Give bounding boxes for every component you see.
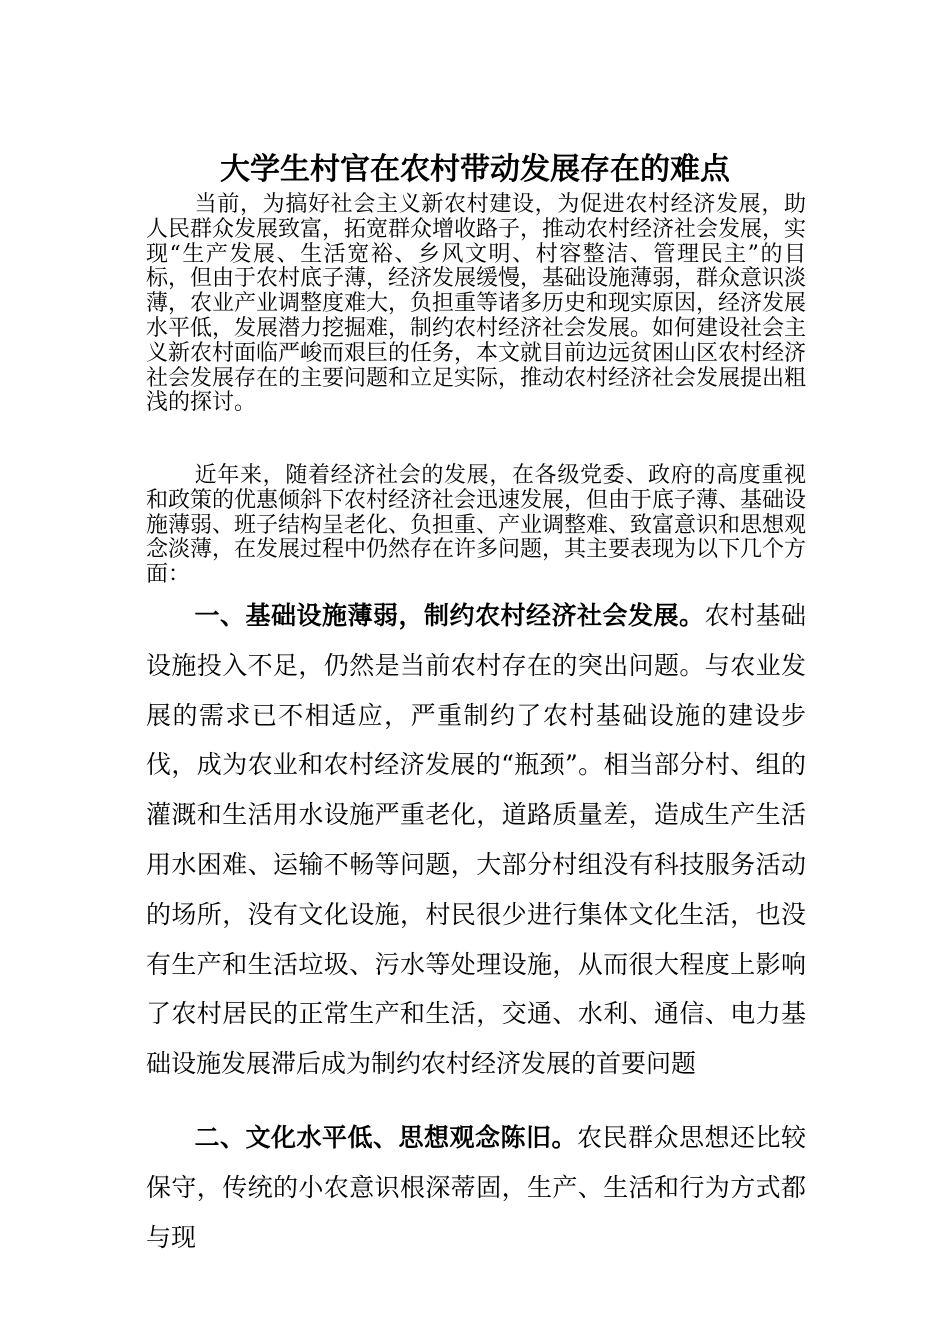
section-heading-2: 二、文化水平低、思想观念陈旧。: [194, 1123, 577, 1152]
paragraph-text: 当前，为搞好社会主义新农村建设，为促进农村经济发展，助人民群众发展致富，拓宽群众增收路子，推动农村经济社会发展，实现“生产发展、生活宽裕、乡风文明、村容整洁、管理民主”的目标，但由于农村底子薄，经济发展缓慢，基础设施薄弱，群众意识淡薄，农业产业调整度难大，负担重等诸多历史和现实原因，经济发展水平低，发展潜力挖掘难，制约农村经济社会发展。如何建设社会主义新农村面临严峻而艰巨的任务，本文就目前边远贫困山区农村经济社会发展存在的主要问题和立足实际，推动农村经济社会发展提出粗浅的探讨。: [146, 192, 807, 416]
section-heading-1: 一、基础设施薄弱，制约农村经济社会发展。: [194, 601, 705, 630]
paragraph-text: 近年来，随着经济社会的发展，在各级党委、政府的高度重视和政策的优惠倾斜下农村经济社会迅速发展，但由于底子薄、基础设施薄弱、班子结构呈老化、负担重、产业调整难、致富意识和思想观念淡薄，在发展过程中仍然存在许多问题，其主要表现为以下几个方面：: [146, 463, 807, 588]
intro-paragraph-2: [146, 464, 806, 588]
paragraph-text: 农村基础设施投入不足，仍然是当前农村存在的突出问题。与农业发展的需求已不相适应，严重制约了农村基础设施的建设步伐，成为农业和农村经济发展的“瓶颈”。相当部分村、组的灌溉和生活用水设施严重老化，道路质量差，造成生产生活用水困难、运输不畅等问题，大部分村组没有科技服务活动的场所，没有文化设施，村民很少进行集体文化生活，也没有生产和生活垃圾、污水等处理设施，从而很大程度上影响了农村居民的正常生产和生活，交通、水利、通信、电力基础设施发展滞后成为制约农村经济发展的首要问题: [146, 601, 806, 1079]
section-paragraph-2: [146, 1113, 806, 1262]
document-title: 大学生村官在农村带动发展存在的难点: [220, 152, 730, 188]
intro-paragraph-1: [146, 193, 806, 416]
paragraph-text: 农民群众思想还比较保守，传统的小农意识根深蒂固，生产、生活和行为方式都与现: [146, 1123, 806, 1252]
section-paragraph-1: [146, 591, 806, 1089]
